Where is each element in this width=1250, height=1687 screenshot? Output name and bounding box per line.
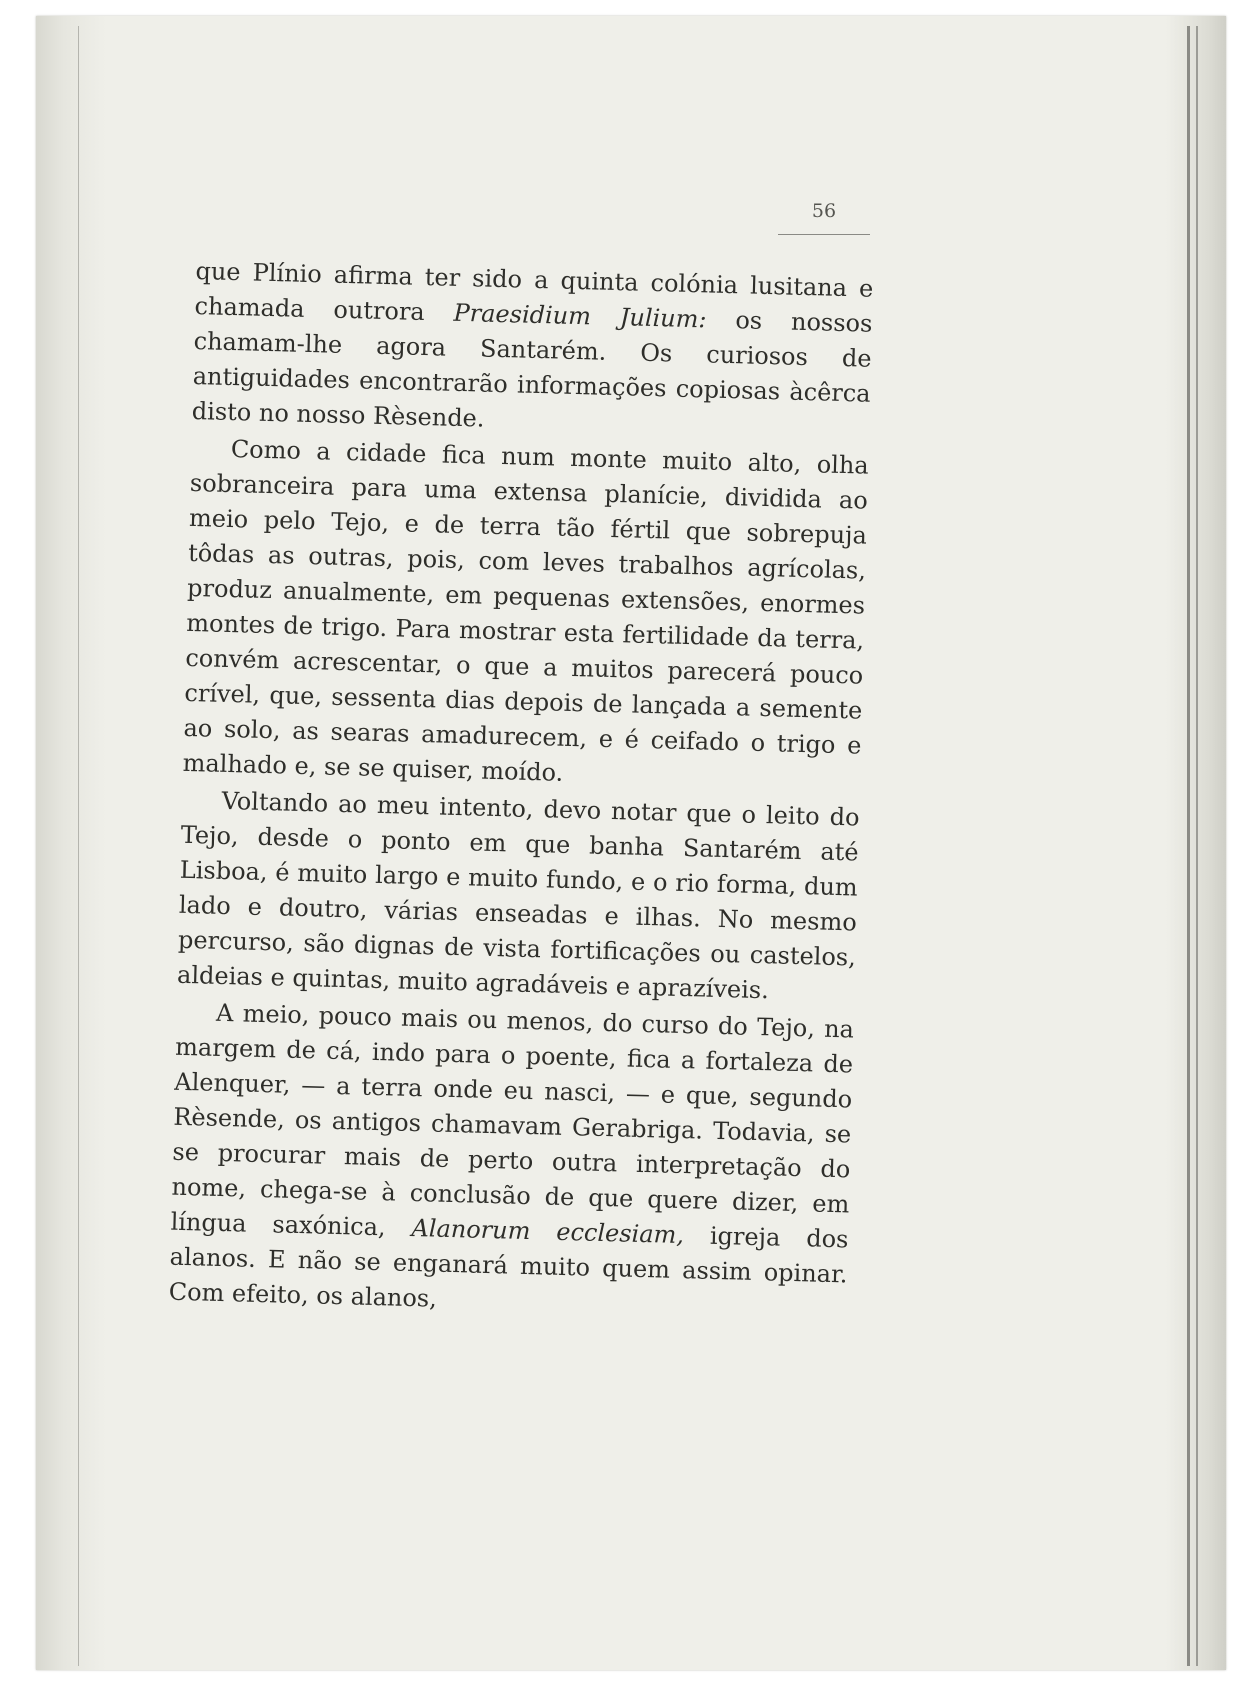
binding-edge-line	[1187, 26, 1190, 1666]
paragraph-1-italic: Praesidium Julium:	[453, 298, 707, 334]
paragraph-4-text-start: A meio, pouco mais ou menos, do curso do Tejo, na margem de cá, indo para o poente, fica a fortaleza de Alenquer, — a terra onde eu nasci, — e que, segundo Rèsende, os antigos chamavam Gerabriga. Todavia, se se procurar mais de perto outra interpretação do nome, chega-se à conclusão de que quere dizer, em língua saxónica,	[170, 998, 855, 1242]
paragraph-4-italic-1: Alanorum	[411, 1213, 531, 1246]
binding-edge-line-secondary	[1196, 26, 1198, 1666]
left-scan-shadow	[36, 16, 106, 1670]
page-number: 56	[778, 200, 870, 235]
left-edge-line	[78, 26, 79, 1666]
paragraph-4-text-end: igreja dos alanos. E não se enganará muito quem assim opinar. Com efeito, os alanos,	[168, 1221, 849, 1313]
paragraph-2: Como a cidade fica num monte muito alto, olha sobranceira para uma extensa planície, dividida ao meio pelo Tejo, e de terra tão fértil que sobrepuja tôdas as outras, pois, com leves trabalhos agrícolas, produz anualmente, em pequenas extensões, enormes montes de trigo. Para mostrar esta fertilidade da terra, convém acrescentar, o que a muitos parecerá pouco crível, que, sessenta dias depois de lançada a semente ao solo, as searas amadurecem, e é ceifado o trigo e malhado e, se se quiser, moído.	[182, 434, 870, 787]
body-text	[168, 254, 873, 1329]
paragraph-3: Voltando ao meu intento, devo notar que o leito do Tejo, desde o ponto em que banha Santarém até Lisboa, é muito largo e muito fundo, e o rio forma, dum lado e doutro, várias enseadas e ilhas. No mesmo percurso, são dignas de vista fortificações ou castelos, aldeias e quintas, muito agradáveis e aprazíveis.	[176, 786, 860, 1005]
paragraph-1-text-start: que Plínio afirma ter sido a quinta colónia lusitana e chamada outrora	[194, 256, 874, 327]
paragraph-4	[168, 995, 854, 1328]
paragraph-1-text-end: os nossos chamam-lhe agora Santarém. Os curiosos de antiguidades encontrarão informações copiosas àcêrca disto no nosso Rèsende.	[191, 305, 873, 433]
paragraph-1	[191, 254, 873, 447]
paragraph-4-italic-2: ecclesiam,	[556, 1217, 685, 1250]
